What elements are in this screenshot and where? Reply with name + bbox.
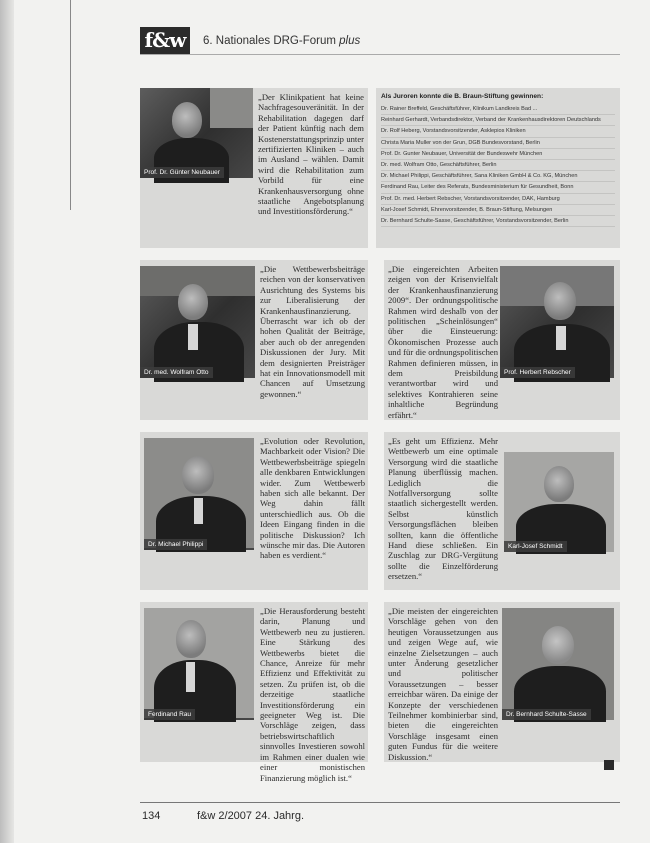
- portrait-photo: [144, 438, 254, 550]
- page-number: 134: [142, 810, 161, 822]
- quote-paragraph: „Die meisten der eingereichten Vorschläge gehen von den heutigen Voraussetzungen aus und zeigen Wege auf, wie einzelne Zielsetzungen – auch unter Änderung gesetzlicher und politischer Voraussetzungen – besser erreichbar wären. Da einige der Konzepte der verschiedenen Teilnehmer kombinierbar sind, bieten die eingereichten Vorschläge insgesamt einen guten Fundus für die weitere Diskussion.“: [388, 606, 498, 762]
- photo-caption: Dr. Bernhard Schulte-Sasse: [502, 709, 591, 720]
- quote-paragraph: „Es geht um Effizienz. Mehr Wettbewerb um eine optimale Versorgung wird die staatliche Planung überflüssig machen. Lediglich die Notfallversorgung sollte staatlich sichergestellt werden. Selbst künstlich Versorgungsflächen bleiben sollten, kann die öffentliche Hand diese schließen. Ein Zuschlag zur DRG-Vergütung sollte die Einzelförderung ersetzen.“: [388, 436, 498, 582]
- list-item: Prof. Dr. med. Herbert Rebscher, Vorstandsvorsitzender, DAK, Hamburg: [381, 194, 615, 205]
- end-of-article-mark: [604, 760, 614, 770]
- margin-rule: [70, 0, 71, 210]
- quote-paragraph: „Die Wettbewerbsbeiträge reichen von der konservativen Ausrichtung des Systems bis zur Liberalisierung der Krankenhausfinanzierung. Überrascht war ich ob der hohen Qualität der Beiträge, aber auch ob der anregenden Diskussionen der Jury. Mit dem designierten Preisträger hat ein Innovationsmodell mit Chancen auf Umsetzung gewonnen.“: [260, 264, 365, 399]
- portrait-photo: [140, 266, 255, 378]
- header-title: 6. Nationales DRG-Forum: [203, 35, 336, 47]
- quote-text-rebscher: [388, 264, 498, 420]
- jury-list-title: Als Juroren konnte die B. Braun-Stiftung gewinnen:: [381, 93, 544, 100]
- header-rule: [140, 54, 620, 55]
- portrait-photo: [500, 266, 614, 378]
- portrait-photo: [502, 608, 614, 720]
- footer-rule: [140, 802, 620, 803]
- quote-text-schulte-sasse: [388, 606, 498, 762]
- list-item: Karl-Josef Schmidt, Ehrenvorsitzender, B. Braun-Stiftung, Melsungen: [381, 205, 615, 216]
- quote-text-rau: [260, 606, 365, 783]
- quote-text-schmidt: [388, 436, 498, 586]
- photo-caption: Karl-Josef Schmidt: [504, 541, 567, 552]
- fw-logo: f&w: [140, 27, 190, 54]
- jury-list-box: [376, 88, 620, 248]
- list-item: Prof. Dr. Gunter Neubauer, Universität der Bundeswehr München: [381, 149, 615, 160]
- list-item: Dr. Michael Philippi, Geschäftsführer, Sana Kliniken GmbH & Co. KG, München: [381, 171, 615, 182]
- issue-label: f&w 2/2007 24. Jahrg.: [197, 810, 305, 822]
- quote-paragraph: „Die Herausforderung besteht darin, Planung und Wettbewerb neu zu justieren. Eine Stärkung des Wettbewerbs bietet die Chance, Anreize für mehr Effizienz und Effektivität zu setzen. Zu prüfen ist, ob die derzeitige staatliche Investitionsförderung ein geeigneter Weg ist. Die Vorschläge zeigen, dass betriebswirtschaftlich sinnvolles Investieren sowohl im Rahmen einer dualen wie einer monistischen Finanzierung möglich ist.“: [260, 606, 365, 783]
- quote-paragraph: „Evolution oder Revolution, Machbarkeit oder Vision? Die Wettbewerbsbeiträge spiegeln alle denkbaren Entwicklungen wider. Zum Wettbewerb haben sich alle bekannt. Der Weg dahin fällt unterschiedlich aus. Ob die Ideen Eingang finden in die politische Diskussion? Ich wünsche mir das. Die Autoren haben es verdient.“: [260, 436, 365, 561]
- photo-caption: Dr. Michael Philippi: [144, 539, 207, 550]
- quote-text-philippi: [260, 436, 365, 586]
- photo-caption: Dr. med. Wolfram Otto: [140, 367, 213, 378]
- portrait-photo: [140, 88, 253, 178]
- photo-caption: Prof. Herbert Rebscher: [500, 367, 575, 378]
- jury-list: [381, 104, 615, 227]
- photo-caption: Ferdinand Rau: [144, 709, 195, 720]
- quote-text-neubauer: [258, 92, 364, 217]
- list-item: Dr. Rolf Heberg, Vorstandsvorsitzender, Asklepios Kliniken: [381, 126, 615, 137]
- quote-text-otto: [260, 264, 365, 414]
- quote-paragraph: „Die eingereichten Arbeiten zeigen von der Krisenvielfalt der Krankenhausfinanzierung 2009“. Der ordnungspolitische Rahmen wird deshalb von der politischen „Scheinlösungen“ über die Einsteuerung: Ökonomischen Prozesse auch und für die ordnungspolitischen Rahmen definieren müssen, in dem Preisbildung verantwortbar wird und selektives Kontrahieren seine inhaltliche Begründung erfährt.“: [388, 264, 498, 420]
- header-title-suffix: plus: [339, 35, 361, 47]
- photo-caption: Prof. Dr. Günter Neubauer: [140, 167, 224, 178]
- list-item: Reinhard Gerhardt, Verbandsdirektor, Verband der Krankenhausdirektoren Deutschlands: [381, 115, 615, 126]
- portrait-photo: [144, 608, 254, 720]
- list-item: Ferdinand Rau, Leiter des Referats, Bundesministerium für Gesundheit, Bonn: [381, 182, 615, 193]
- list-item: Christa Maria Muller von der Grun, DGB Bundesvorstand, Berlin: [381, 138, 615, 149]
- running-header: [203, 35, 360, 47]
- portrait-photo: [504, 452, 614, 552]
- list-item: Dr. med. Wolfram Otto, Geschäftsführer, Berlin: [381, 160, 615, 171]
- list-item: Dr. Bernhard Schulte-Sasse, Geschäftsführer, Vorstandsvorsitzender, Berlin: [381, 216, 615, 227]
- quote-paragraph: „Der Klinikpatient hat keine Nachfragesouveränität. In der Rehabilitation dagegen darf der Patient künftig nach dem Kostenerstattungsprinzip unter zertifizierten Kliniken – auch im Ausland – wählen. Damit wird die Rehabilitation zum Vorbild für eine Krankenhausversorgung ohne staatliche Angebotsplanung und Investitionsförderung.“: [258, 92, 364, 217]
- list-item: Dr. Rainer Breffeld, Geschäftsführer, Klinikum Landkreis Bad ...: [381, 104, 615, 115]
- page-edge-shadow: [0, 0, 14, 843]
